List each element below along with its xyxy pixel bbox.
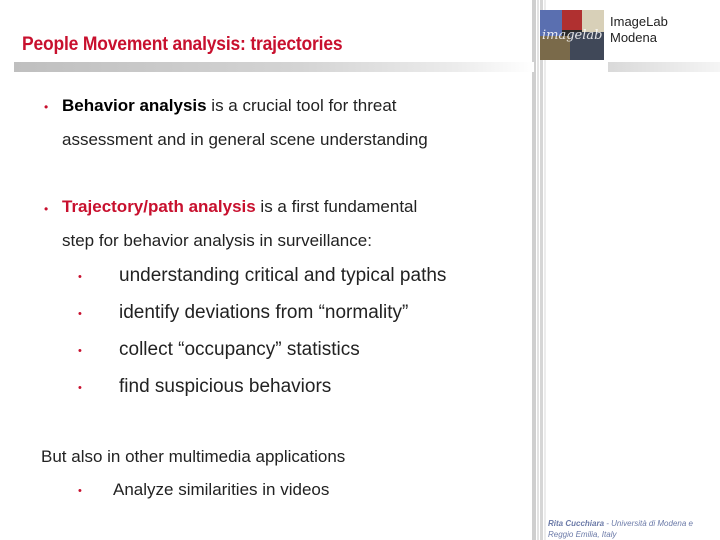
sub-bullet-3: collect “occupancy” statistics (119, 339, 360, 360)
footer-credit (548, 518, 718, 540)
lab-name-line2: Modena (610, 30, 657, 45)
lab-name-line1: ImageLab (610, 14, 668, 29)
footer-author: Rita Cucchiara (548, 519, 605, 528)
also-line: But also in other multimedia applications (41, 447, 346, 466)
lab-name (610, 14, 668, 46)
bullet-dot: • (44, 100, 49, 114)
sub-bullet-dot: • (78, 382, 82, 394)
bullet-1-rest: is a crucial tool for threat (206, 96, 397, 115)
sub-bullet-dot: • (78, 485, 82, 497)
sub-bullet-dot: • (78, 271, 82, 283)
sub-bullet-dot: • (78, 345, 82, 357)
footer-affil1: - Università di Modena e (604, 519, 693, 528)
title-underline-bar-right (608, 62, 720, 72)
sub-bullet-2: identify deviations from “normality” (119, 302, 409, 323)
bullet-1-line-1 (62, 96, 397, 116)
sub-bullet-dot: • (78, 308, 82, 320)
bullet-2-rest: is a first fundamental (255, 197, 418, 216)
bullet-1-line-2: assessment and in general scene understanding (62, 130, 428, 149)
title-underline-bar (14, 62, 534, 72)
also-sub-bullet: Analyze similarities in videos (113, 480, 330, 499)
imagelab-logo-image (540, 10, 604, 60)
bullet-1-bold: Behavior analysis (62, 96, 207, 115)
logo-image-text: imagelab (542, 28, 603, 43)
slide-title: People Movement analysis: trajectories (22, 34, 343, 55)
footer-affil2: Reggio Emilia, Italy (548, 530, 617, 539)
bullet-2-highlight: Trajectory/path analysis (62, 197, 256, 216)
bullet-2-line-1 (62, 197, 417, 217)
bullet-2-line-2: step for behavior analysis in surveillance: (62, 231, 372, 250)
sub-bullet-1: understanding critical and typical paths (119, 265, 447, 286)
sub-bullet-4: find suspicious behaviors (119, 376, 332, 397)
bullet-dot: • (44, 202, 49, 216)
vertical-stripes (532, 0, 546, 540)
